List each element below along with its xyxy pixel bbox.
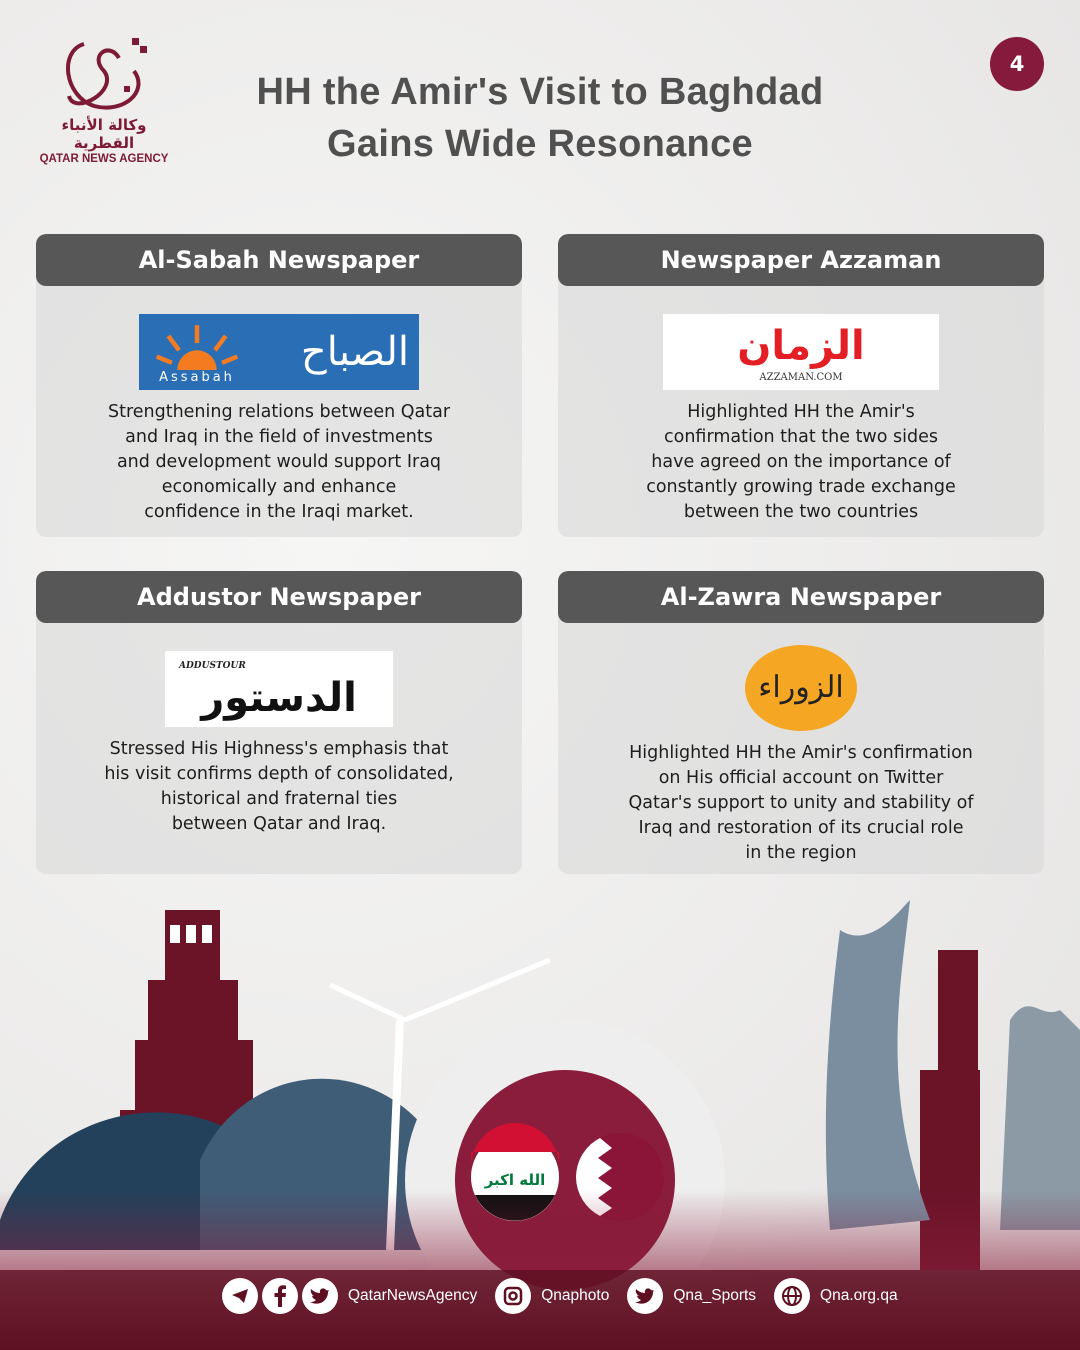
brand-arabic: وكالة الأنباء القطرية <box>61 116 147 152</box>
card-text <box>558 400 1044 525</box>
logo-latin: ADDUSTOUR <box>179 660 246 671</box>
text-line: Strengthening relations between Qatar <box>107 402 451 422</box>
card-al-sabah <box>36 234 522 537</box>
text-line: confidence in the Iraqi market. <box>144 502 414 522</box>
al-zawra-logo <box>745 645 857 731</box>
card-title: Addustor Newspaper <box>36 571 522 623</box>
card-title: Al-Sabah Newspaper <box>36 234 522 286</box>
handle-qnaphoto[interactable]: Qnaphoto <box>541 1287 610 1304</box>
globe-icon[interactable] <box>774 1278 810 1314</box>
title-line-1: HH the Amir's Visit to Baghdad <box>256 71 824 113</box>
text-line: constantly growing trade exchange <box>646 477 956 497</box>
qna-emblem-icon <box>54 36 154 114</box>
text-line: Highlighted HH the Amir's <box>687 402 915 422</box>
sun-block <box>147 318 247 386</box>
addustor-logo <box>165 651 393 727</box>
qna-logo <box>34 36 174 165</box>
handle-qatarnewsagency[interactable]: QatarNewsAgency <box>348 1287 478 1304</box>
text-line: Qatar's support to unity and stability of <box>628 793 974 813</box>
instagram-icon[interactable] <box>495 1278 531 1314</box>
facebook-icon[interactable] <box>262 1278 298 1314</box>
card-title: Newspaper Azzaman <box>558 234 1044 286</box>
card-addustor <box>36 571 522 874</box>
text-line: Highlighted HH the Amir's confirmation <box>629 743 973 763</box>
logo-arabic: الدستور <box>201 674 357 721</box>
al-sabah-logo <box>139 314 419 390</box>
page-title <box>200 66 880 170</box>
brand-english: QATAR NEWS AGENCY <box>39 153 169 165</box>
text-line: economically and enhance <box>161 477 397 497</box>
text-line: and Iraq in the field of investments <box>125 427 433 447</box>
logo-latin: AZZAMAN.COM <box>759 371 843 383</box>
twitter-icon[interactable] <box>302 1278 338 1314</box>
sun-icon <box>152 318 242 370</box>
logo-latin: Assabah <box>159 370 235 385</box>
azzaman-logo <box>663 314 939 390</box>
title-line-2: Gains Wide Resonance <box>327 123 753 165</box>
text-line: have agreed on the importance of <box>651 452 951 472</box>
text-line: and development would support Iraq <box>116 452 442 472</box>
website-link[interactable]: Qna.org.qa <box>820 1287 898 1304</box>
logo-arabic: الزمان <box>737 322 865 369</box>
social-footer <box>222 1278 912 1314</box>
logo-arabic: الصباح <box>300 329 409 375</box>
twitter-icon[interactable] <box>627 1278 663 1314</box>
card-al-zawra <box>558 571 1044 874</box>
card-azzaman <box>558 234 1044 537</box>
text-line: in the region <box>745 843 857 863</box>
telegram-icon[interactable] <box>222 1278 258 1314</box>
text-line: his visit confirms depth of consolidated, <box>104 764 454 784</box>
text-line: Iraq and restoration of its crucial role <box>638 818 964 838</box>
text-line: confirmation that the two sides <box>664 427 938 447</box>
logo-arabic: الزوراء <box>758 670 844 705</box>
handle-qna-sports[interactable]: Qna_Sports <box>673 1287 757 1304</box>
card-text <box>36 737 522 837</box>
card-title: Al-Zawra Newspaper <box>558 571 1044 623</box>
iraq-flag-text: الله اكبر <box>484 1171 546 1189</box>
card-text <box>36 400 522 525</box>
text-line: historical and fraternal ties <box>160 789 398 809</box>
text-line: on His official account on Twitter <box>658 768 944 788</box>
card-text <box>558 741 1044 866</box>
text-line: between Qatar and Iraq. <box>171 814 387 834</box>
text-line: Stressed His Highness's emphasis that <box>109 739 449 759</box>
page-number-badge: 4 <box>990 37 1044 91</box>
text-line: between the two countries <box>683 502 919 522</box>
